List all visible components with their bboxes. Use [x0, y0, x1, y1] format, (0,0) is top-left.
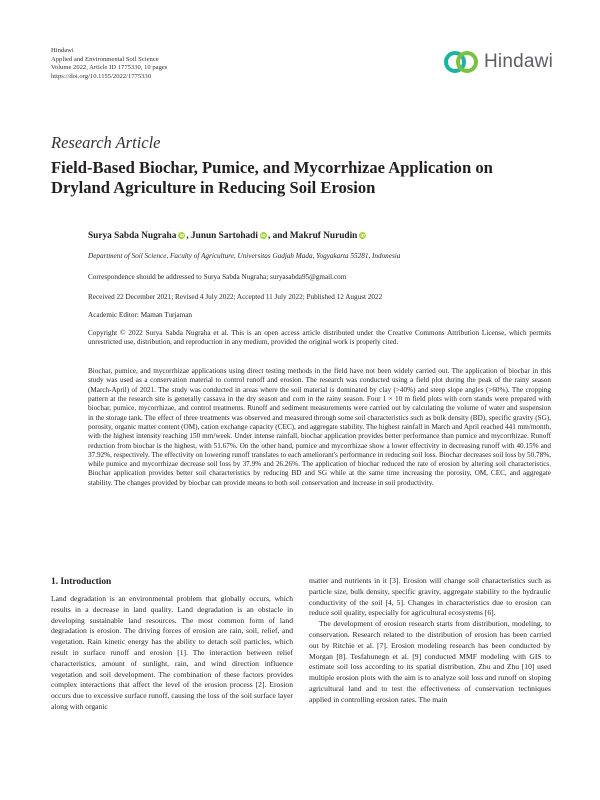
publication-dates: Received 22 December 2021; Revised 4 July 2022; Accepted 11 July 2022; Published 12 August 2022 — [88, 293, 383, 301]
logo-text: Hindawi — [484, 51, 553, 72]
author-separator: , — [186, 231, 192, 241]
body-paragraph: matter and nutrients in it [3]. Erosion will change soil characteristics such as particle size, bulk density, specific gravity, aggregate stability to the hydraulic conductivity of the soil [4, 5]. Changes in characteristics due to erosion can reduce soil quality, especially for agricultural ecosystems [6]. — [309, 576, 551, 618]
author-separator: , and — [267, 231, 290, 241]
journal-name: Applied and Environmental Soil Science — [51, 55, 159, 63]
correspondence: Correspondence should be addressed to Surya Sabda Nugraha; suryasabda95@gmail.com — [88, 273, 347, 281]
right-column — [309, 576, 551, 706]
author-name[interactable]: Surya Sabda Nugraha — [88, 231, 177, 241]
academic-editor: Academic Editor: Maman Turjaman — [88, 311, 192, 319]
orcid-icon[interactable]: iD — [261, 233, 266, 238]
body-paragraph: Land degradation is an environmental problem that globally occurs, which results in a decrease in land quality. Land degradation is an obstacle in developing sustainable land resources. The most common form of land degradation is erosion. The driving forces of erosion are rain, soil, relief, and vegetation. Rain kinetic energy has the ability to detach soil particles, which result in surface runoff and erosion [1]. The interaction between relief characteristics, amount of sunlight, rain, and wind direction influence vegetation and soil development. The combination of these factors provides complex interactions that affect the level of the erosion process [2]. Erosion occurs due to excessive surface runoff, causing the loss of the soil surface layer along with organic — [51, 594, 293, 711]
author-name[interactable]: Makruf Nurudin — [289, 231, 358, 241]
publisher-name: Hindawi — [51, 47, 74, 54]
hindawi-logo-icon — [444, 50, 478, 74]
left-column — [51, 576, 293, 713]
affiliation: Department of Soil Science, Faculty of Agriculture, Universitas Gadjah Mada, Yogyakarta 55281, Indonesia — [88, 252, 401, 260]
abstract: Biochar, pumice, and mycorrhizae applications using direct testing methods in the field have not been widely carried out. The application of biochar in this study was used as a conservation material to control runoff and erosion. The research was conducted using a field plot during the peak of the rainy season (March-April) of 2021. The study was conducted in areas where the soil material is dominated by clay (>40%) and steep slope angles (>60%). The cropping pattern at the research site is generally cassava in the dry season and corn in the rainy season. Four 1 × 10 m field plots with corn stands were prepared with biochar, pumice, mycorrhizae, and control treatments. Runoff and sediment measurements were carried out by calculating the volume of water and suspension in the storage tank. The effect of three treatments was observed and measured through some soil characteristics such as bulk density (BD), specific gravity (SG), porosity, organic matter content (OM), cation exchange capacity (CEC), and aggregate stability. The highest rainfall in March and April reached 441 mm/month, with the highest intensity reaching 150 mm/week. Under intense rainfall, biochar application provides better performance than pumice and mycorrhizae. Runoff reduction from biochar is the highest, with 51.67%. On the other hand, pumice and mycorrhizae show a lower effectivity in decreasing runoff with 40.15% and 37.92%, respectively. The effectivity on lowering runoff translates to each ameliorant's performance in reducing soil loss. Biochar decreases soil loss by 50.78%, while pumice and mycorrhizae decrease soil loss by 37.9% and 26.26%. The application of biochar reduced the rate of erosion by altering soil characteristics. Biochar application provides better soil characteristics by reducing BD and SG while at the same time increasing the porosity, OM, CEC, and aggregate stability. The changes provided by biochar can provide means to both soil conservation and increase in soil productivity. — [88, 367, 551, 487]
volume-info: Volume 2022, Article ID 1775330, 10 pages — [51, 64, 168, 72]
section-heading: 1. Introduction — [51, 577, 112, 587]
page-title: Field-Based Biochar, Pumice, and Mycorrhizae Application on Dryland Agriculture in Reducing Soil Erosion — [51, 158, 493, 197]
hindawi-logo — [444, 50, 553, 74]
author-name[interactable]: Junun Sartohadi — [191, 231, 258, 241]
body-paragraph: The development of erosion research starts from distribution, modeling, to conservation. Research related to the distribution of erosion has been carried out by Ritchie et al. [7]. Erosion modeling research has been conducted by Morgan [8]. Tesfahunegn et al. [9] conducted MMF modeling with GIS to estimate soil loss according to its spatial distribution. Zhu and Zhu [10] used multiple erosion plots with the aim is to analyze soil loss and runoff on sloping agricultural land and to test the effectiveness of conservation techniques applied in controlling erosion rates. The main — [309, 619, 551, 704]
orcid-icon[interactable]: iD — [179, 233, 185, 238]
author-list — [88, 231, 367, 241]
article-type: Research Article — [51, 133, 161, 152]
orcid-icon[interactable]: iD — [360, 233, 366, 238]
running-header — [51, 47, 167, 81]
copyright-notice: Copyright © 2022 Surya Sabda Nugraha et al. This is an open access article distributed under the Creative Commons Attribution License, which permits unrestricted use, distribution, and reproduction in any medium, provided the original work is properly cited. — [88, 329, 551, 347]
doi-link[interactable]: https://doi.org/10.1155/2022/1775330 — [51, 72, 152, 80]
